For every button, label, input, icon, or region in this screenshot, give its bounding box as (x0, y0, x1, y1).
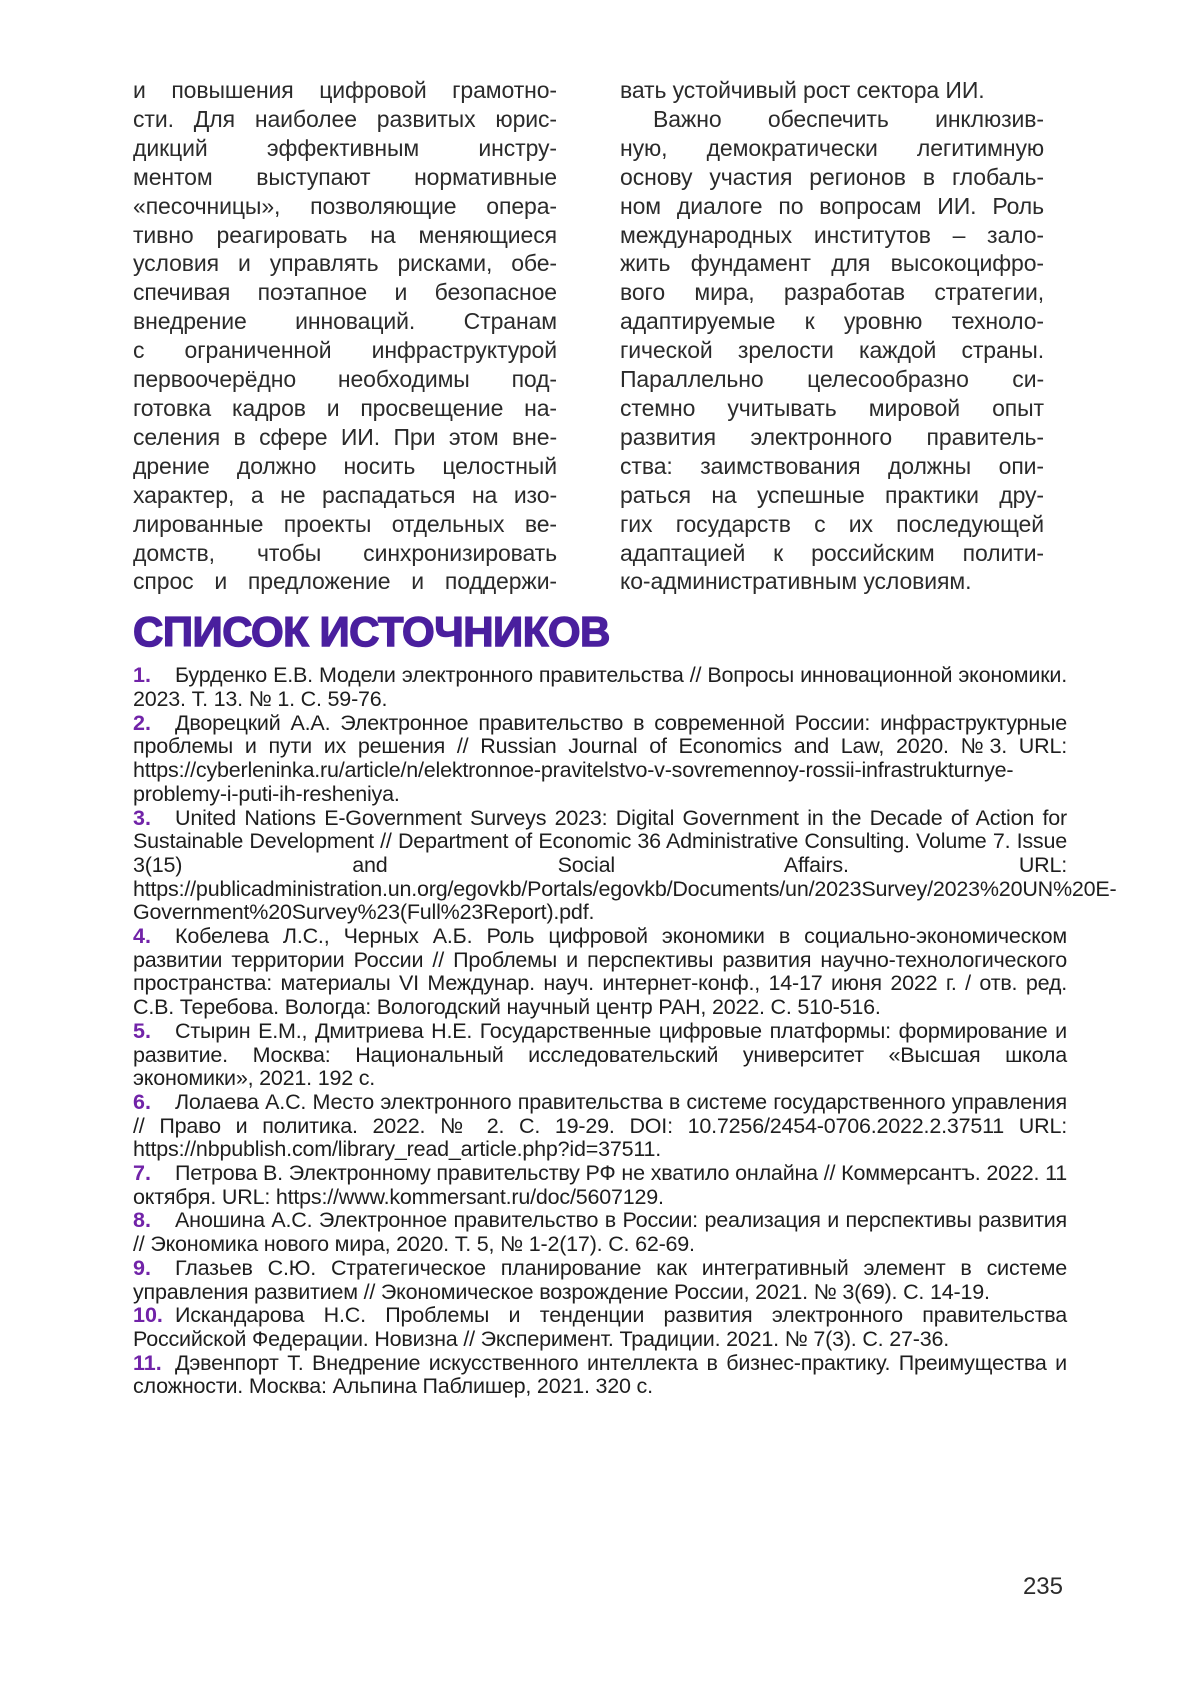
reference-text: Петрова В. Электронному правительству РФ не хватило онлайна // Коммерсантъ. 2022. 11 октября. URL: https://www.kommersant.ru/doc/5607129. (133, 1161, 1067, 1209)
reference-number: 10. (133, 1303, 163, 1328)
article-body (133, 76, 1067, 596)
article-text-line: с ограниченной инфраструктурой (133, 337, 557, 364)
reference-text: United Nations E-Government Surveys 2023: Digital Government in the Decade of Action for Sustainable Development // Department of Economic 36 Administrative Consulting. Volume 7. Issue 3(15) and Social Affairs. URL: https://publicadministration.un.org/egovkb/Portals/egovkb/Documents/un/2023Survey/2023%20UN%20E-Government%20Survey%23(Full%23Report).pdf. (133, 805, 1117, 925)
article-text-line: внедрение инноваций. Странам (133, 308, 557, 335)
reference-item (133, 805, 1117, 926)
article-text-line: адаптацией к российским полити- (620, 539, 1044, 566)
article-text-line: лированные проекты отдельных ве- (133, 510, 557, 537)
reference-text: Аношина А.С. Электронное правительство в России: реализация и перспективы развития // Экономика нового мира, 2020. Т. 5, № 1-2(17). С. 62-69. (133, 1208, 1067, 1257)
reference-number: 8. (133, 1208, 151, 1233)
content (133, 76, 1117, 1399)
reference-text: Стырин Е.М., Дмитриева Н.Е. Государственные цифровые платформы: формирование и развитие. Москва: Национальный исследовательский университет «Высшая школа экономики», 2021. 192 с. (133, 1018, 1067, 1091)
article-text-line: ментом выступают нормативные (133, 163, 557, 190)
reference-item (133, 664, 1067, 711)
article-text-line: адаптируемые к уровню техноло- (620, 308, 1044, 335)
article-text-line: условия и управлять рисками, обе- (133, 250, 557, 277)
page-number: 235 (1022, 1573, 1063, 1600)
article-text-line: домств, чтобы синхронизировать (133, 539, 557, 566)
article-text-line: спрос и предложение и поддержи- (133, 568, 557, 595)
reference-item (133, 1257, 1067, 1304)
reference-item (133, 1304, 1067, 1351)
article-text-line: гих государств с их последующей (620, 510, 1044, 537)
article-text-line: «песочницы», позволяющие опера- (133, 192, 557, 219)
reference-item (133, 1209, 1067, 1256)
article-text-line: раться на успешные практики дру- (620, 481, 1044, 508)
article-text-line: и повышения цифровой грамотно- (133, 77, 557, 103)
reference-number: 6. (133, 1089, 151, 1114)
reference-number: 1. (133, 663, 151, 688)
article-text-line: дрение должно носить целостный (133, 452, 557, 479)
article-text-line: тивно реагировать на меняющиеся (133, 221, 557, 248)
reference-number: 3. (133, 805, 151, 830)
article-text-line: стемно учитывать мировой опыт (620, 394, 1044, 421)
article-column-left (133, 76, 557, 596)
reference-item (133, 1352, 1067, 1399)
article-text-line: характер, а не распадаться на изо- (133, 481, 557, 508)
reference-text: Бурденко Е.В. Модели электронного правительства // Вопросы инновационной экономики. 2023. Т. 13. № 1. С. 59-76. (133, 663, 1067, 712)
reference-number: 11. (133, 1350, 162, 1375)
reference-text: Искандарова Н.С. Проблемы и тенденции развития электронного правительства Российской Федерации. Новизна // Эксперимент. Традиции. 2021. № 7(3). С. 27-36. (133, 1303, 1067, 1351)
article-text-line: ства: заимствования должны опи- (620, 452, 1044, 479)
article-text-line: ную, демократически легитимную (620, 134, 1044, 161)
article-text-line: ко-административным условиям. (620, 568, 972, 595)
reference-text: Дворецкий А.А. Электронное правительство в современной России: инфраструктурные проблемы и пути их решения // Russian Journal of Economics and Law, 2020. №3. URL: https://cyberleninka.ru/article/n/elektronnoe-pravitelstvo-v-sovremennoy-rossii-infrastrukturnye-problemy-i-puti-ih-resheniya. (133, 710, 1067, 806)
article-text-line: международных институтов – зало- (620, 221, 1044, 248)
reference-item (133, 712, 1067, 807)
article-text-line: развития электронного правитель- (620, 423, 1044, 450)
article-text-line: ном диалоге по вопросам ИИ. Роль (620, 192, 1044, 219)
article-text-line: Важно обеспечить инклюзив- (653, 105, 1044, 132)
article-text-line: жить фундамент для высокоцифро- (620, 250, 1044, 277)
article-text-line: готовка кадров и просвещение на- (133, 394, 557, 421)
article-text-line: сти. Для наиболее развитых юрис- (133, 105, 557, 132)
reference-text: Кобелева Л.С., Черных А.Б. Роль цифровой экономики в социально-экономическом развитии территории России // Проблемы и перспективы развития научно-технологического пространства: материалы VI Междунар. науч. интернет-конф., 14-17 июня 2022 г. / отв. ред. С.В. Теребова. Вологда: Вологодский научный центр РАН, 2022. С. 510-516. (133, 924, 1067, 1020)
sources-heading: СПИСОК ИСТОЧНИКОВ (133, 608, 610, 656)
article-text-line: вать устойчивый рост сектора ИИ. (620, 77, 985, 103)
reference-text: Дэвенпорт Т. Внедрение искусственного интеллекта в бизнес-практику. Преимущества и сложности. Москва: Альпина Паблишер, 2021. 320 с. (133, 1350, 1067, 1399)
article-text-line: первоочерёдно необходимы под- (133, 366, 557, 393)
article-text-line: спечивая поэтапное и безопасное (133, 279, 557, 306)
reference-text: Лолаева А.С. Место электронного правительства в системе государственного управления // Право и политика. 2022. № 2. С. 19-29. DOI: 10.7256/2454-0706.2022.2.37511 URL: https://nbpublish.com/library_read_article.php?id=37511. (133, 1089, 1067, 1162)
article-text-line: вого мира, разработав стратегии, (620, 279, 1044, 306)
article-text-line: Параллельно целесообразно си- (620, 366, 1044, 393)
article-text-line: селения в сфере ИИ. При этом вне- (133, 423, 557, 450)
reference-item (133, 1091, 1067, 1162)
article-column-right (620, 76, 1044, 596)
reference-item (133, 1162, 1067, 1209)
sources-list (133, 663, 1117, 1399)
article-text-line: дикций эффективным инстру- (133, 134, 557, 161)
reference-number: 5. (133, 1018, 151, 1043)
reference-number: 7. (133, 1161, 151, 1186)
article-text-line: гической зрелости каждой страны. (620, 337, 1044, 364)
reference-number: 4. (133, 924, 151, 949)
reference-text: Глазьев С.Ю. Стратегическое планирование как интегративный элемент в системе управления развитием // Экономическое возрождение России, 2021. № 3(69). С. 14-19. (133, 1255, 1067, 1304)
reference-number: 2. (133, 710, 151, 735)
reference-number: 9. (133, 1255, 151, 1280)
article-text-line: основу участия регионов в глобаль- (620, 163, 1044, 190)
reference-item (133, 1020, 1067, 1091)
reference-item (133, 925, 1067, 1020)
